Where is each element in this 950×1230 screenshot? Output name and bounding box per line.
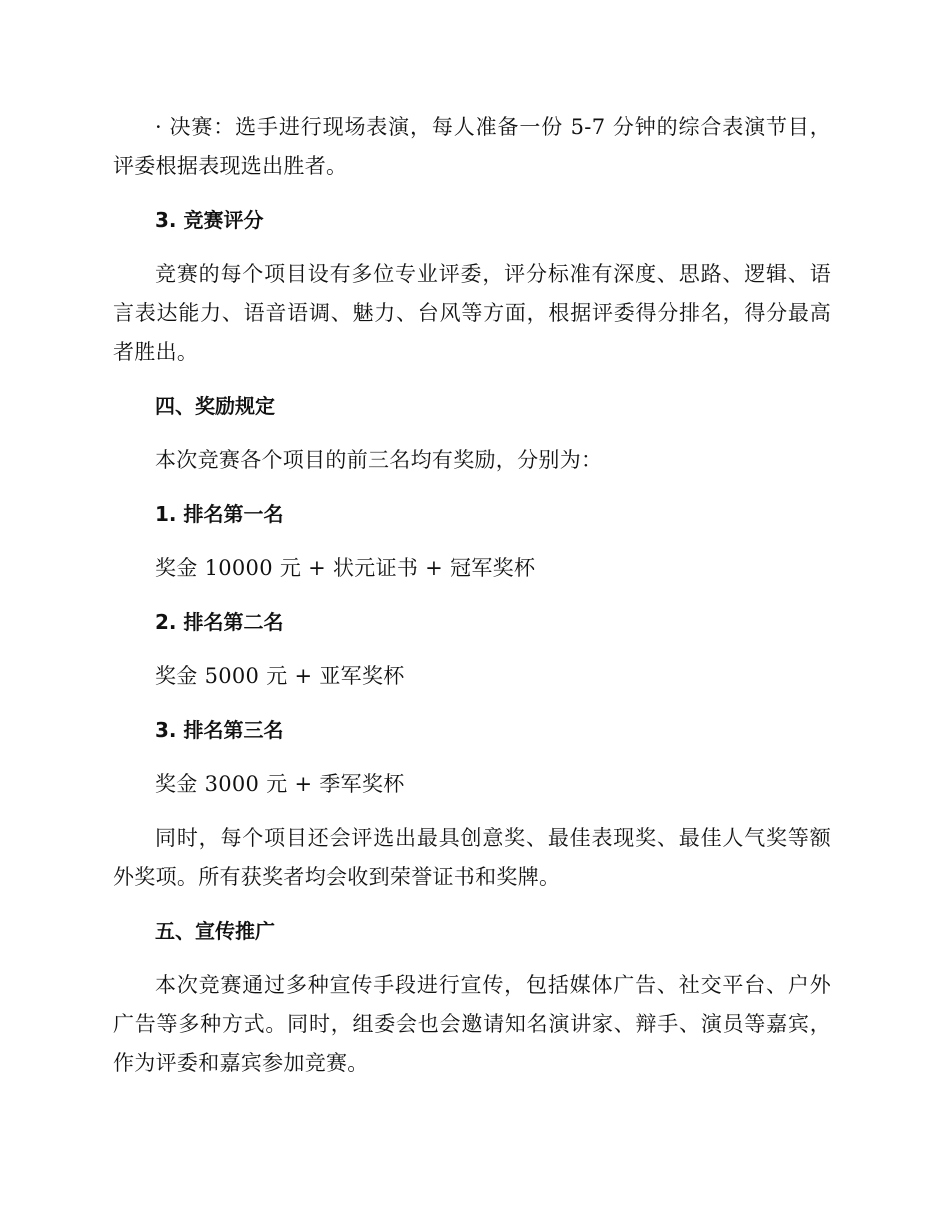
heading-third-place: 3. 排名第三名 [155,718,284,742]
paragraph-extra-awards: 同时，每个项目还会评选出最具创意奖、最佳表现奖、最佳人气奖等额外奖项。所有获奖者均会收到荣誉证书和奖牌。 [113,826,831,889]
heading-promotion: 五、宣传推广 [155,919,275,943]
heading-first-place: 1. 排名第一名 [155,502,284,526]
heading-second-place: 2. 排名第二名 [155,610,284,634]
heading-rewards: 四、奖励规定 [155,394,275,418]
spacer [113,804,831,819]
spacer [113,240,831,255]
spacer [113,696,831,711]
spacer [113,426,831,441]
paragraph-rewards-intro: 本次竞赛各个项目的前三名均有奖励，分别为： [155,448,603,472]
spacer [113,372,831,387]
spacer [113,186,831,201]
spacer [113,642,831,657]
spacer [113,897,831,912]
heading-scoring: 3. 竞赛评分 [155,208,264,232]
paragraph-scoring: 竞赛的每个项目设有多位专业评委，评分标准有深度、思路、逻辑、语言表达能力、语音语调、魅力、台风等方面，根据评委得分排名，得分最高者胜出。 [113,262,831,364]
spacer [113,534,831,549]
spacer [113,951,831,966]
paragraph-finals: · 决赛：选手进行现场表演，每人准备一份 5-7 分钟的综合表演节目，评委根据表现选出胜者。 [113,115,831,178]
paragraph-third-place-prize: 奖金 3000 元 + 季军奖杯 [155,772,405,796]
spacer [113,480,831,495]
paragraph-promotion: 本次竞赛通过多种宣传手段进行宣传，包括媒体广告、社交平台、户外广告等多种方式。同时，组委会也会邀请知名演讲家、辩手、演员等嘉宾，作为评委和嘉宾参加竞赛。 [113,973,831,1075]
paragraph-first-place-prize: 奖金 10000 元 + 状元证书 + 冠军奖杯 [155,556,536,580]
document-content [113,108,831,1083]
paragraph-second-place-prize: 奖金 5000 元 + 亚军奖杯 [155,664,405,688]
spacer [113,750,831,765]
spacer [113,588,831,603]
